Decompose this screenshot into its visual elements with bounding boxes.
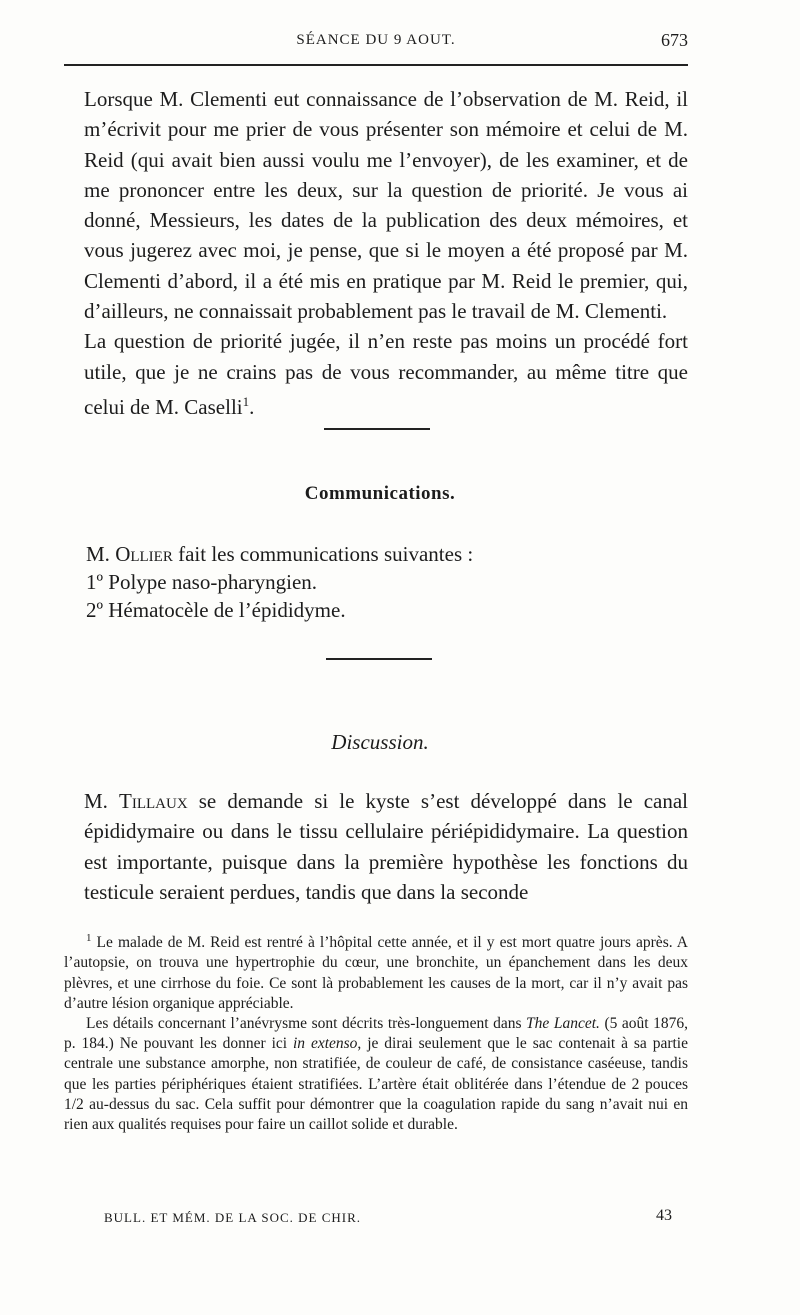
signature-mark: 43 [656, 1207, 672, 1224]
page-footer [104, 1207, 684, 1226]
footnote-2-part-b: (5 août 1876, p. 184.) Ne pouvant les donner ici [64, 1014, 688, 1053]
page-number: 673 [661, 30, 688, 50]
section-heading-discussion: Discussion. [331, 730, 429, 754]
running-header [64, 28, 688, 54]
section-separator [324, 428, 430, 430]
footnote-mark-1: 1 [86, 932, 92, 944]
communication-item-2: 2º Hématocèle de l’épididyme. [86, 598, 346, 622]
header-rule [64, 64, 688, 66]
footnote-2-part-a: Les détails concernant l’anévrysme sont décrits très-longuement dans [86, 1014, 527, 1032]
communications-intro-prefix: M. [86, 542, 116, 566]
communication-item-1: 1º Polype naso-pharyngien. [86, 570, 318, 594]
paragraph-conclusion [84, 326, 688, 422]
communications-list [86, 540, 473, 624]
paragraph-conclusion-text: La question de priorité jugée, il n’en reste pas moins un procédé fort utile, que je ne crains pas de vous recommander, au même titre que celui de M. Caselli [84, 329, 688, 419]
discussion-text: se demande si le kyste s’est développé dans le canal épididymaire ou dans le tissu cellulaire périépididymaire. La question est importante, puisque dans la première hypothèse les fonctions du testicule seraient perdues, tandis que dans la seconde [84, 789, 688, 904]
footnote-1-text: Le malade de M. Reid est rentré à l’hôpital cette année, et il y est mort quatre jours après. A l’autopsie, on trouva une hypertrophie du cœur, une bronchite, un épanchement dans les deux plèvres, et une cirrhose du foie. Ce sont là probablement les causes de la mort, car il n’y avait pas d’autre lésion organique appréciable. [64, 934, 688, 1012]
paragraph-priority: Lorsque M. Clementi eut connaissance de l’observation de M. Reid, il m’écrivit pour me prier de vous présenter son mémoire et celui de M. Reid (qui avait bien aussi voulu me l’envoyer), de les examiner, et de me prononcer entre les deux, sur la question de priorité. Je vous ai donné, Messieurs, les dates de la publication des deux mémoires, et vous jugerez avec moi, je pense, que si le moyen a été proposé par M. Clementi d’abord, il a été mis en pratique par M. Reid le premier, qui, d’ailleurs, ne connaissait probablement pas le travail de M. Clementi. [84, 87, 688, 324]
section-separator [326, 658, 432, 660]
communications-intro [86, 540, 473, 568]
footnote-2-part-c: , je dirai seulement que le sac contenait à sa partie centrale une substance amorphe, non stratifiée, de couleur de café, de consistance caséeuse, tandis que les parties périphériques étaient stratifiées. L’artère était oblitérée dans l’étendue de 2 pouces 1/2 au-dessus du sac. Cela suffit pour démontrer que la coagulation rapide du sang n’avait nui en rien aux qualités requises pour faire un caillot solide et durable. [64, 1035, 688, 1133]
journal-title: The Lancet. [526, 1014, 600, 1032]
section-heading-communications: Communications. [304, 483, 456, 504]
discussion-paragraph [84, 786, 688, 907]
body-block-1 [84, 84, 688, 422]
paragraph-conclusion-end: . [249, 394, 255, 419]
speaker-name-ollier: Ollier [115, 542, 173, 566]
communications-intro-rest: fait les communications suivantes : [172, 542, 474, 566]
footnote-2 [64, 1014, 688, 1135]
footnotes [64, 928, 688, 1135]
footer-journal: BULL. ET MÉM. DE LA SOC. DE CHIR. [104, 1210, 362, 1225]
footnote-ref-1[interactable]: 1 [242, 393, 250, 409]
discussion-prefix: M. [84, 789, 120, 813]
footnote-1 [64, 928, 688, 1014]
latin-phrase: in extenso [292, 1035, 358, 1053]
speaker-name-tillaux: Tillaux [119, 789, 188, 813]
header-title: SÉANCE DU 9 AOUT. [296, 32, 456, 48]
